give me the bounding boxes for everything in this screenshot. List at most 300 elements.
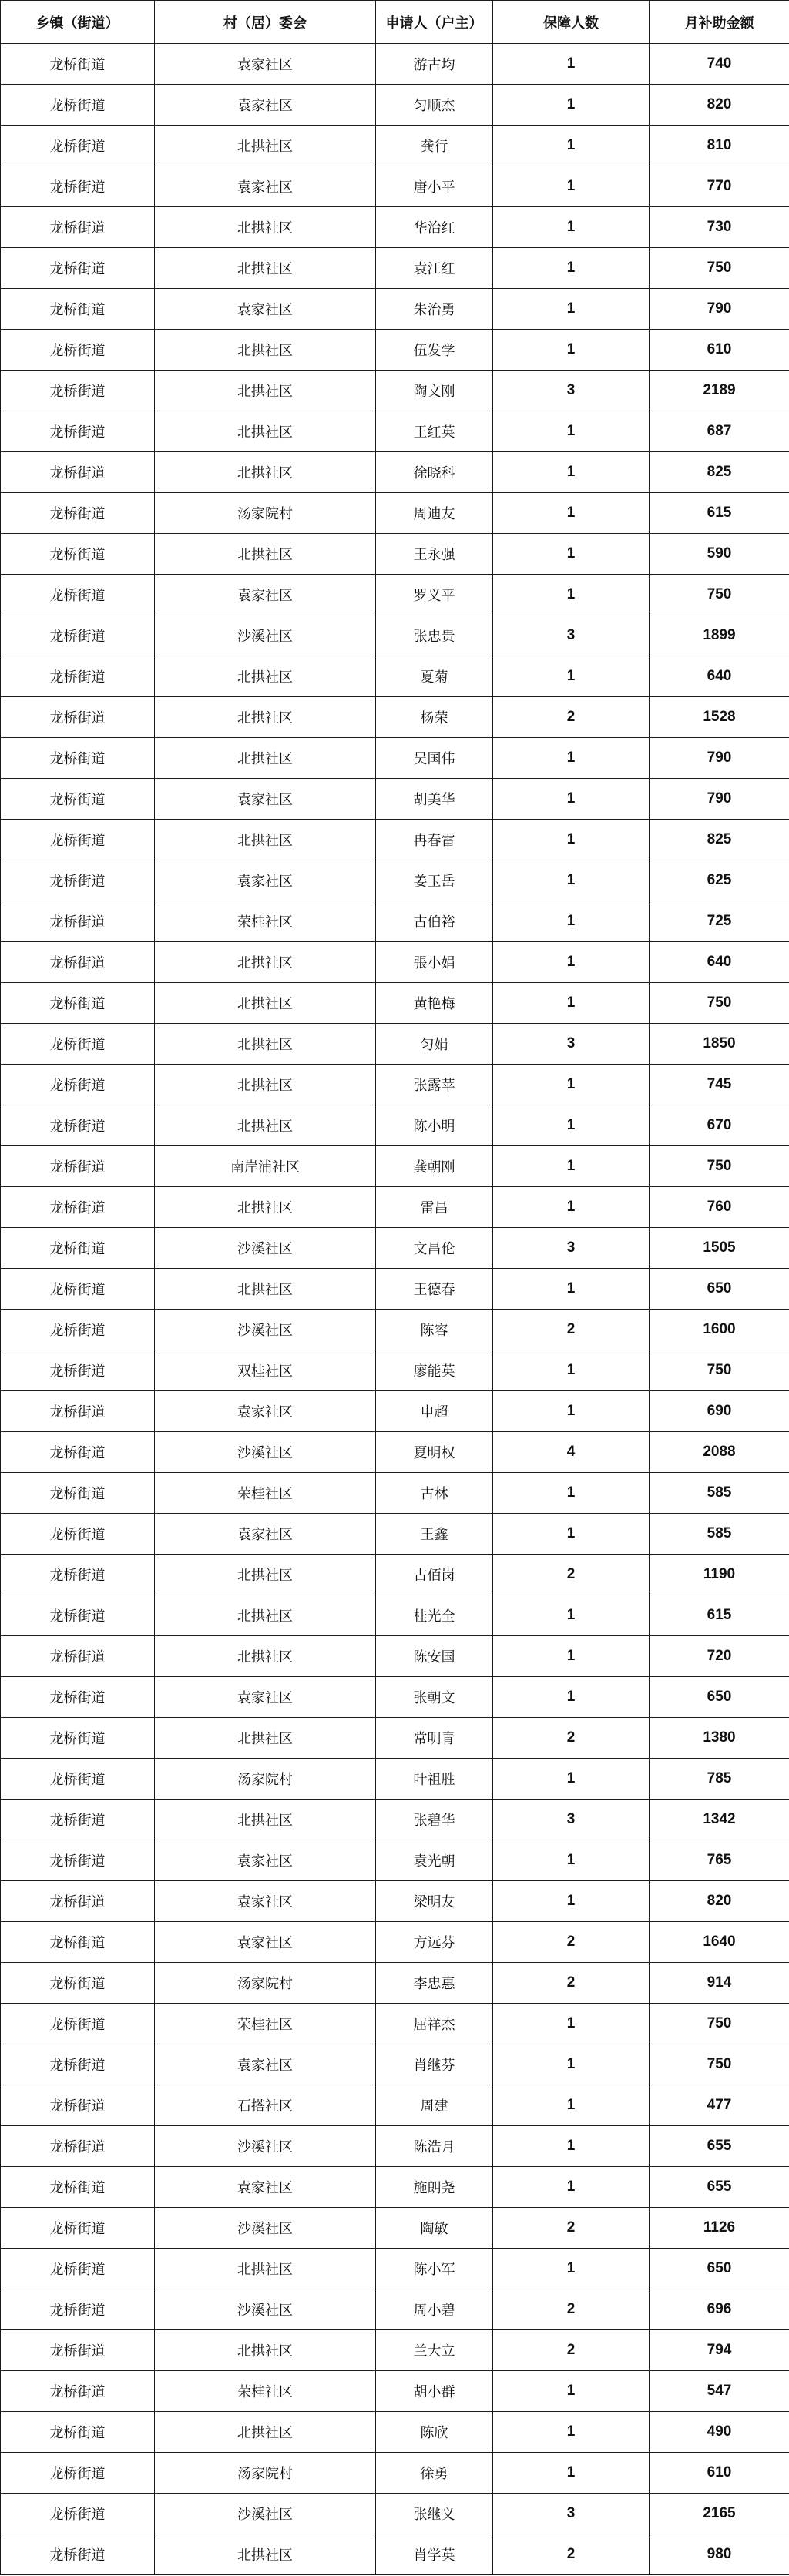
cell-monthly-amount: 750: [650, 1350, 789, 1391]
table-row: [1, 1840, 789, 1881]
cell-monthly-amount: 825: [650, 452, 789, 493]
cell-committee: 北拱社区: [155, 697, 376, 738]
cell-town: 龙桥街道: [1, 615, 155, 656]
table-row: [1, 126, 789, 166]
cell-monthly-amount: 790: [650, 738, 789, 779]
cell-monthly-amount: 2088: [650, 1432, 789, 1473]
cell-covered-count: 4: [493, 1432, 650, 1473]
cell-covered-count: 1: [493, 2453, 650, 2494]
cell-applicant: 袁江红: [376, 248, 493, 289]
table-row: [1, 85, 789, 126]
cell-applicant: 罗义平: [376, 575, 493, 615]
cell-town: 龙桥街道: [1, 820, 155, 860]
cell-covered-count: 1: [493, 85, 650, 126]
cell-applicant: 古佰岗: [376, 1555, 493, 1595]
cell-applicant: 姜玉岳: [376, 860, 493, 901]
cell-applicant: 伍发学: [376, 330, 493, 371]
table-row: [1, 330, 789, 371]
cell-town: 龙桥街道: [1, 1840, 155, 1881]
cell-covered-count: 1: [493, 1146, 650, 1187]
cell-committee: 北拱社区: [155, 2412, 376, 2453]
cell-applicant: 吴国伟: [376, 738, 493, 779]
cell-applicant: 王红英: [376, 411, 493, 452]
cell-committee: 北拱社区: [155, 983, 376, 1024]
cell-town: 龙桥街道: [1, 85, 155, 126]
cell-monthly-amount: 1505: [650, 1228, 789, 1269]
cell-covered-count: 1: [493, 411, 650, 452]
cell-town: 龙桥街道: [1, 1105, 155, 1146]
cell-applicant: 張小娟: [376, 942, 493, 983]
cell-town: 龙桥街道: [1, 493, 155, 534]
cell-monthly-amount: 650: [650, 1269, 789, 1310]
table-row: [1, 2371, 789, 2412]
cell-monthly-amount: 825: [650, 820, 789, 860]
header-covered-count: 保障人数: [493, 1, 650, 44]
cell-covered-count: 2: [493, 1555, 650, 1595]
cell-town: 龙桥街道: [1, 2534, 155, 2575]
cell-town: 龙桥街道: [1, 452, 155, 493]
cell-covered-count: 1: [493, 1391, 650, 1432]
cell-town: 龙桥街道: [1, 411, 155, 452]
cell-committee: 袁家社区: [155, 1922, 376, 1963]
cell-covered-count: 1: [493, 1065, 650, 1105]
table-row: [1, 2085, 789, 2126]
table-row: [1, 1432, 789, 1473]
cell-committee: 北拱社区: [155, 1105, 376, 1146]
cell-monthly-amount: 490: [650, 2412, 789, 2453]
cell-monthly-amount: 590: [650, 534, 789, 575]
cell-covered-count: 1: [493, 1881, 650, 1922]
table-row: [1, 779, 789, 820]
cell-committee: 沙溪社区: [155, 1228, 376, 1269]
cell-applicant: 胡美华: [376, 779, 493, 820]
cell-town: 龙桥街道: [1, 1636, 155, 1677]
cell-monthly-amount: 760: [650, 1187, 789, 1228]
cell-monthly-amount: 615: [650, 493, 789, 534]
table-row: [1, 1350, 789, 1391]
cell-applicant: 肖学英: [376, 2534, 493, 2575]
table-row: [1, 1718, 789, 1759]
cell-town: 龙桥街道: [1, 1800, 155, 1840]
table-row: [1, 44, 789, 85]
cell-town: 龙桥街道: [1, 1595, 155, 1636]
cell-committee: 北拱社区: [155, 126, 376, 166]
table-row: [1, 2330, 789, 2371]
table-row: [1, 1636, 789, 1677]
cell-applicant: 廖能英: [376, 1350, 493, 1391]
cell-covered-count: 1: [493, 248, 650, 289]
cell-applicant: 陈欣: [376, 2412, 493, 2453]
cell-applicant: 雷昌: [376, 1187, 493, 1228]
cell-committee: 北拱社区: [155, 1800, 376, 1840]
cell-monthly-amount: 1899: [650, 615, 789, 656]
table-row: [1, 2534, 789, 2575]
cell-town: 龙桥街道: [1, 1555, 155, 1595]
cell-town: 龙桥街道: [1, 289, 155, 330]
cell-applicant: 古林: [376, 1473, 493, 1514]
cell-covered-count: 2: [493, 2289, 650, 2330]
cell-monthly-amount: 740: [650, 44, 789, 85]
cell-monthly-amount: 765: [650, 1840, 789, 1881]
cell-applicant: 常明青: [376, 1718, 493, 1759]
cell-committee: 袁家社区: [155, 575, 376, 615]
cell-town: 龙桥街道: [1, 2208, 155, 2249]
cell-committee: 袁家社区: [155, 44, 376, 85]
header-town: 乡镇（街道）: [1, 1, 155, 44]
cell-covered-count: 3: [493, 1800, 650, 1840]
cell-town: 龙桥街道: [1, 207, 155, 248]
cell-applicant: 华治红: [376, 207, 493, 248]
cell-monthly-amount: 655: [650, 2126, 789, 2167]
cell-covered-count: 1: [493, 1187, 650, 1228]
cell-applicant: 张忠贵: [376, 615, 493, 656]
cell-covered-count: 1: [493, 1677, 650, 1718]
cell-committee: 北拱社区: [155, 1065, 376, 1105]
cell-monthly-amount: 750: [650, 1146, 789, 1187]
cell-monthly-amount: 794: [650, 2330, 789, 2371]
cell-monthly-amount: 610: [650, 330, 789, 371]
cell-applicant: 叶祖胜: [376, 1759, 493, 1800]
cell-covered-count: 1: [493, 126, 650, 166]
cell-committee: 袁家社区: [155, 1391, 376, 1432]
cell-covered-count: 1: [493, 2167, 650, 2208]
cell-monthly-amount: 585: [650, 1473, 789, 1514]
cell-town: 龙桥街道: [1, 860, 155, 901]
cell-covered-count: 1: [493, 1350, 650, 1391]
cell-committee: 沙溪社区: [155, 1310, 376, 1350]
cell-monthly-amount: 687: [650, 411, 789, 452]
cell-covered-count: 1: [493, 289, 650, 330]
table-row: [1, 1473, 789, 1514]
cell-monthly-amount: 790: [650, 289, 789, 330]
cell-committee: 北拱社区: [155, 248, 376, 289]
cell-committee: 袁家社区: [155, 779, 376, 820]
cell-committee: 北拱社区: [155, 207, 376, 248]
cell-applicant: 冉春雷: [376, 820, 493, 860]
table-row: [1, 1105, 789, 1146]
table-row: [1, 1269, 789, 1310]
cell-monthly-amount: 640: [650, 942, 789, 983]
cell-applicant: 屈祥杰: [376, 2004, 493, 2044]
cell-town: 龙桥街道: [1, 575, 155, 615]
cell-committee: 袁家社区: [155, 1514, 376, 1555]
cell-applicant: 游古均: [376, 44, 493, 85]
table-row: [1, 656, 789, 697]
cell-applicant: 龚朝刚: [376, 1146, 493, 1187]
cell-monthly-amount: 750: [650, 983, 789, 1024]
cell-committee: 北拱社区: [155, 411, 376, 452]
header-committee: 村（居）委会: [155, 1, 376, 44]
cell-applicant: 夏明权: [376, 1432, 493, 1473]
cell-covered-count: 1: [493, 1759, 650, 1800]
cell-applicant: 张继义: [376, 2494, 493, 2534]
cell-covered-count: 1: [493, 166, 650, 207]
cell-covered-count: 1: [493, 2126, 650, 2167]
table-row: [1, 1963, 789, 2004]
cell-covered-count: 3: [493, 371, 650, 411]
cell-covered-count: 1: [493, 534, 650, 575]
table-row: [1, 2167, 789, 2208]
cell-monthly-amount: 477: [650, 2085, 789, 2126]
header-monthly-amount: 月补助金额: [650, 1, 789, 44]
table-row: [1, 1800, 789, 1840]
cell-committee: 袁家社区: [155, 2044, 376, 2085]
cell-town: 龙桥街道: [1, 1677, 155, 1718]
cell-applicant: 胡小群: [376, 2371, 493, 2412]
cell-town: 龙桥街道: [1, 2044, 155, 2085]
cell-town: 龙桥街道: [1, 1187, 155, 1228]
cell-monthly-amount: 1640: [650, 1922, 789, 1963]
cell-applicant: 申超: [376, 1391, 493, 1432]
cell-applicant: 杨荣: [376, 697, 493, 738]
cell-monthly-amount: 750: [650, 2004, 789, 2044]
cell-committee: 沙溪社区: [155, 2208, 376, 2249]
cell-applicant: 周建: [376, 2085, 493, 2126]
cell-covered-count: 1: [493, 2004, 650, 2044]
cell-applicant: 张露苹: [376, 1065, 493, 1105]
cell-committee: 北拱社区: [155, 534, 376, 575]
cell-committee: 袁家社区: [155, 166, 376, 207]
cell-covered-count: 1: [493, 656, 650, 697]
cell-covered-count: 2: [493, 2208, 650, 2249]
cell-committee: 袁家社区: [155, 1677, 376, 1718]
table-row: [1, 1146, 789, 1187]
cell-applicant: 龚行: [376, 126, 493, 166]
table-row: [1, 615, 789, 656]
cell-applicant: 王永强: [376, 534, 493, 575]
cell-committee: 袁家社区: [155, 860, 376, 901]
cell-committee: 荣桂社区: [155, 2004, 376, 2044]
cell-covered-count: 2: [493, 2534, 650, 2575]
cell-covered-count: 1: [493, 452, 650, 493]
cell-town: 龙桥街道: [1, 2494, 155, 2534]
cell-monthly-amount: 2189: [650, 371, 789, 411]
cell-monthly-amount: 696: [650, 2289, 789, 2330]
cell-committee: 荣桂社区: [155, 901, 376, 942]
cell-committee: 汤家院村: [155, 2453, 376, 2494]
cell-committee: 北拱社区: [155, 2534, 376, 2575]
cell-monthly-amount: 1380: [650, 1718, 789, 1759]
table-row: [1, 2044, 789, 2085]
table-row: [1, 1555, 789, 1595]
cell-covered-count: 1: [493, 1514, 650, 1555]
cell-monthly-amount: 770: [650, 166, 789, 207]
cell-covered-count: 2: [493, 1718, 650, 1759]
cell-applicant: 徐勇: [376, 2453, 493, 2494]
header-applicant: 申请人（户主）: [376, 1, 493, 44]
table-row: [1, 2126, 789, 2167]
cell-committee: 沙溪社区: [155, 2126, 376, 2167]
cell-town: 龙桥街道: [1, 1310, 155, 1350]
cell-monthly-amount: 790: [650, 779, 789, 820]
table-row: [1, 2412, 789, 2453]
cell-committee: 袁家社区: [155, 2167, 376, 2208]
cell-covered-count: 2: [493, 1963, 650, 2004]
table-row: [1, 575, 789, 615]
cell-town: 龙桥街道: [1, 1514, 155, 1555]
cell-town: 龙桥街道: [1, 2453, 155, 2494]
cell-town: 龙桥街道: [1, 2085, 155, 2126]
cell-applicant: 陈安国: [376, 1636, 493, 1677]
cell-town: 龙桥街道: [1, 697, 155, 738]
cell-town: 龙桥街道: [1, 166, 155, 207]
cell-committee: 沙溪社区: [155, 1432, 376, 1473]
cell-covered-count: 1: [493, 779, 650, 820]
cell-applicant: 施朗尧: [376, 2167, 493, 2208]
cell-committee: 北拱社区: [155, 452, 376, 493]
table-row: [1, 1391, 789, 1432]
table-row: [1, 2004, 789, 2044]
cell-applicant: 文昌伦: [376, 1228, 493, 1269]
cell-monthly-amount: 1600: [650, 1310, 789, 1350]
cell-committee: 北拱社区: [155, 1718, 376, 1759]
table-row: [1, 493, 789, 534]
cell-town: 龙桥街道: [1, 983, 155, 1024]
cell-covered-count: 3: [493, 615, 650, 656]
cell-committee: 北拱社区: [155, 1595, 376, 1636]
table-row: [1, 738, 789, 779]
cell-town: 龙桥街道: [1, 779, 155, 820]
cell-applicant: 陈小明: [376, 1105, 493, 1146]
cell-applicant: 徐晓科: [376, 452, 493, 493]
cell-applicant: 朱治勇: [376, 289, 493, 330]
cell-applicant: 陶文刚: [376, 371, 493, 411]
cell-applicant: 袁光朝: [376, 1840, 493, 1881]
cell-covered-count: 1: [493, 2085, 650, 2126]
cell-committee: 北拱社区: [155, 2330, 376, 2371]
cell-covered-count: 1: [493, 2412, 650, 2453]
cell-town: 龙桥街道: [1, 1024, 155, 1065]
cell-committee: 北拱社区: [155, 2249, 376, 2289]
cell-committee: 北拱社区: [155, 820, 376, 860]
cell-monthly-amount: 655: [650, 2167, 789, 2208]
cell-committee: 北拱社区: [155, 330, 376, 371]
cell-committee: 汤家院村: [155, 1759, 376, 1800]
table-row: [1, 1310, 789, 1350]
table-row: [1, 2453, 789, 2494]
cell-monthly-amount: 820: [650, 85, 789, 126]
cell-applicant: 匀娟: [376, 1024, 493, 1065]
cell-town: 龙桥街道: [1, 901, 155, 942]
cell-town: 龙桥街道: [1, 656, 155, 697]
cell-committee: 北拱社区: [155, 656, 376, 697]
cell-covered-count: 3: [493, 1228, 650, 1269]
cell-applicant: 李忠惠: [376, 1963, 493, 2004]
cell-covered-count: 1: [493, 575, 650, 615]
cell-town: 龙桥街道: [1, 2289, 155, 2330]
cell-town: 龙桥街道: [1, 1350, 155, 1391]
table-row: [1, 248, 789, 289]
cell-covered-count: 1: [493, 1105, 650, 1146]
cell-monthly-amount: 1342: [650, 1800, 789, 1840]
cell-committee: 汤家院村: [155, 493, 376, 534]
table-row: [1, 1187, 789, 1228]
cell-monthly-amount: 725: [650, 901, 789, 942]
table-row: [1, 1514, 789, 1555]
cell-town: 龙桥街道: [1, 1391, 155, 1432]
cell-town: 龙桥街道: [1, 2249, 155, 2289]
cell-committee: 沙溪社区: [155, 615, 376, 656]
cell-committee: 沙溪社区: [155, 2494, 376, 2534]
cell-town: 龙桥街道: [1, 248, 155, 289]
cell-town: 龙桥街道: [1, 1228, 155, 1269]
cell-monthly-amount: 1850: [650, 1024, 789, 1065]
cell-committee: 荣桂社区: [155, 1473, 376, 1514]
cell-monthly-amount: 785: [650, 1759, 789, 1800]
table-row: [1, 1024, 789, 1065]
cell-covered-count: 1: [493, 44, 650, 85]
cell-covered-count: 3: [493, 2494, 650, 2534]
table-row: [1, 697, 789, 738]
cell-applicant: 兰大立: [376, 2330, 493, 2371]
cell-committee: 北拱社区: [155, 1187, 376, 1228]
cell-monthly-amount: 730: [650, 207, 789, 248]
cell-covered-count: 1: [493, 207, 650, 248]
cell-monthly-amount: 750: [650, 2044, 789, 2085]
cell-monthly-amount: 670: [650, 1105, 789, 1146]
table-row: [1, 1595, 789, 1636]
cell-monthly-amount: 750: [650, 575, 789, 615]
cell-monthly-amount: 1126: [650, 2208, 789, 2249]
cell-town: 龙桥街道: [1, 2412, 155, 2453]
cell-applicant: 方远芬: [376, 1922, 493, 1963]
cell-town: 龙桥街道: [1, 371, 155, 411]
table-row: [1, 166, 789, 207]
cell-town: 龙桥街道: [1, 330, 155, 371]
cell-covered-count: 2: [493, 2330, 650, 2371]
cell-applicant: 古伯裕: [376, 901, 493, 942]
cell-covered-count: 1: [493, 493, 650, 534]
cell-town: 龙桥街道: [1, 534, 155, 575]
cell-town: 龙桥街道: [1, 1269, 155, 1310]
cell-town: 龙桥街道: [1, 1881, 155, 1922]
cell-covered-count: 1: [493, 738, 650, 779]
cell-committee: 北拱社区: [155, 1636, 376, 1677]
table-row: [1, 207, 789, 248]
cell-committee: 袁家社区: [155, 85, 376, 126]
cell-covered-count: 1: [493, 860, 650, 901]
cell-town: 龙桥街道: [1, 738, 155, 779]
cell-applicant: 唐小平: [376, 166, 493, 207]
cell-monthly-amount: 610: [650, 2453, 789, 2494]
table-row: [1, 820, 789, 860]
cell-town: 龙桥街道: [1, 1432, 155, 1473]
table-row: [1, 1922, 789, 1963]
cell-covered-count: 1: [493, 1636, 650, 1677]
cell-committee: 北拱社区: [155, 942, 376, 983]
cell-applicant: 陶敏: [376, 2208, 493, 2249]
cell-applicant: 陈小军: [376, 2249, 493, 2289]
cell-applicant: 周小碧: [376, 2289, 493, 2330]
cell-committee: 北拱社区: [155, 738, 376, 779]
header-row: [1, 1, 789, 44]
cell-monthly-amount: 547: [650, 2371, 789, 2412]
cell-committee: 袁家社区: [155, 289, 376, 330]
cell-town: 龙桥街道: [1, 1473, 155, 1514]
cell-town: 龙桥街道: [1, 1963, 155, 2004]
cell-applicant: 梁明友: [376, 1881, 493, 1922]
cell-committee: 汤家院村: [155, 1963, 376, 2004]
cell-committee: 荣桂社区: [155, 2371, 376, 2412]
cell-monthly-amount: 914: [650, 1963, 789, 2004]
cell-covered-count: 1: [493, 820, 650, 860]
cell-committee: 南岸浦社区: [155, 1146, 376, 1187]
cell-monthly-amount: 1528: [650, 697, 789, 738]
cell-applicant: 王鑫: [376, 1514, 493, 1555]
cell-monthly-amount: 650: [650, 1677, 789, 1718]
cell-applicant: 张碧华: [376, 1800, 493, 1840]
cell-town: 龙桥街道: [1, 2004, 155, 2044]
